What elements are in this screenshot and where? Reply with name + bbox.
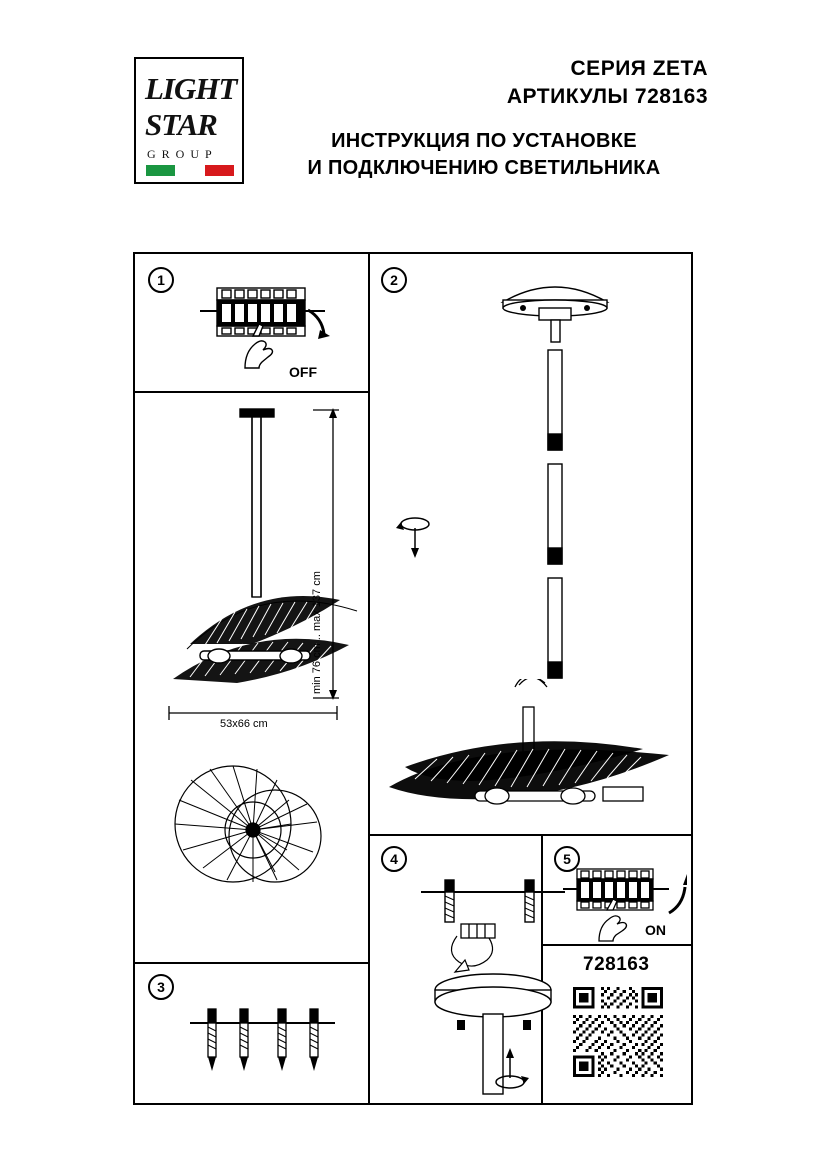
circuit-breaker-off-icon bbox=[190, 276, 335, 376]
qr-code-icon bbox=[573, 987, 663, 1077]
divider-h-step3 bbox=[135, 962, 368, 964]
instruction-title-line2: И ПОДКЛЮЧЕНИЮ СВЕТИЛЬНИКА bbox=[307, 156, 661, 179]
step-number-5: 5 bbox=[554, 846, 580, 872]
step-number-2: 2 bbox=[381, 267, 407, 293]
logo-text-group: GROUP bbox=[147, 147, 218, 161]
divider-h-lower bbox=[368, 834, 693, 836]
pendant-lamp-top-view-icon bbox=[165, 744, 345, 924]
label-on: ON bbox=[645, 922, 666, 938]
ceiling-canopy-and-rods-icon bbox=[465, 264, 645, 684]
product-code-label: 728163 bbox=[583, 954, 650, 975]
instruction-diagram-frame bbox=[133, 252, 693, 1105]
step-number-4: 4 bbox=[381, 846, 407, 872]
label-off: OFF bbox=[289, 364, 317, 380]
step-number-1: 1 bbox=[148, 267, 174, 293]
article-number: АРТИКУЛЫ 728163 bbox=[506, 85, 708, 109]
step-number-3: 3 bbox=[148, 974, 174, 1000]
series-title: СЕРИЯ ZETA bbox=[570, 57, 708, 80]
italy-flag-icon bbox=[146, 165, 234, 176]
circuit-breaker-on-icon bbox=[557, 859, 687, 949]
divider-vertical-main bbox=[368, 254, 370, 834]
suspension-anchors-icon bbox=[180, 999, 345, 1104]
rotate-arrow-icon bbox=[395, 512, 435, 560]
logo-text-light: LIGHT bbox=[145, 71, 237, 106]
instruction-title-line1: ИНСТРУКЦИЯ ПО УСТАНОВКЕ bbox=[331, 129, 637, 152]
brand-logo bbox=[134, 57, 244, 184]
lamp-shade-assembly-icon bbox=[375, 679, 690, 834]
title-block bbox=[260, 55, 708, 182]
size-label: 53x66 cm bbox=[220, 718, 268, 730]
page-header bbox=[0, 0, 826, 210]
divider-h-step1 bbox=[135, 391, 368, 393]
rotate-arrow-step4-icon bbox=[490, 1044, 530, 1092]
divider-vertical-lower bbox=[368, 834, 370, 1103]
logo-text-star: STAR bbox=[145, 107, 217, 142]
height-range-label: min 76 cm .. max 137 cm bbox=[311, 571, 323, 694]
